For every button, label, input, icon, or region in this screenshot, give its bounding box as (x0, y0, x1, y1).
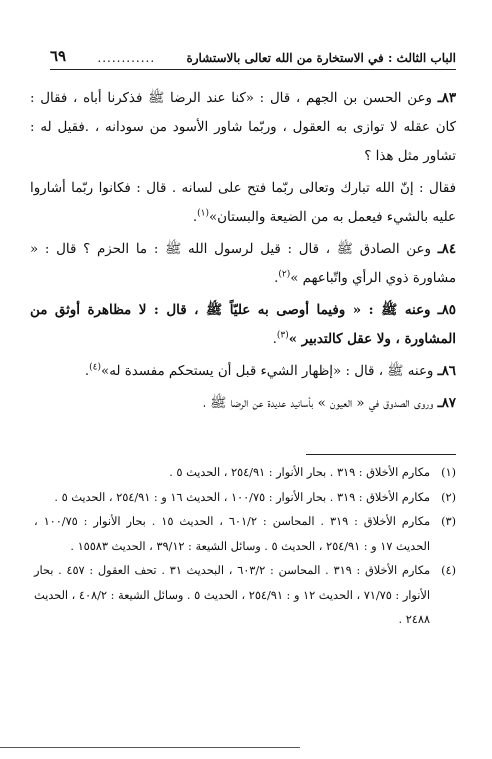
running-header (50, 40, 456, 70)
footnote-text: مكارم الأخلاق : ٣١٩ . بحار الأنوار : ٢٥٤/٩١ ، الحديث ٥ . (169, 466, 430, 479)
paragraph-number: ٨٣ـ (437, 90, 457, 106)
main-text (30, 84, 456, 421)
footnote (34, 461, 456, 486)
paragraph-text: وعن الصادق ﷺ ، قال : قيل لرسول الله ﷺ : ما الحزم ؟ قال : « مشاورة ذوي الرأي واتّباعهم » (30, 242, 456, 286)
paragraph-text: وعنه ﷺ : « وفيما أوصى به عليّاً ﷺ ، قال : لا مظاهرة أوثق من المشاورة ، ولا عقل كالتدبير » (30, 302, 456, 347)
paragraph-85: ٨٥ـ وعنه ﷺ : « وفيما أوصى به عليّاً ﷺ ، قال : لا مظاهرة أوثق من المشاورة ، ولا عقل كالتدبير »$^{(٣)}$. (30, 302, 456, 347)
paragraph-86: ٨٦ـ وعنه ﷺ ، قال : «إظهار الشيء قبل أن يستحكم مفسدة له»$^{(٤)}$. (84, 362, 456, 379)
footnote-divider (306, 454, 456, 455)
footnote-number: (٢) (441, 490, 456, 504)
paragraph-text: وروى الصدوق في « العيون » بأسانيد عديدة عن الرضا ﷺ ، (203, 396, 434, 411)
header-dot-leader: ............ (97, 51, 156, 65)
footnote-number: (٣) (441, 515, 456, 528)
footnotes (34, 461, 456, 633)
footnote-ref[interactable]: (٢) (278, 269, 291, 280)
paragraph-84: ٨٤ـ وعن الصادق ﷺ ، قال : قيل لرسول الله ﷺ : ما الحزم ؟ قال : « مشاورة ذوي الرأي واتّباعهم »$^{(٢)}$. (30, 241, 457, 286)
paragraph-number: ٨٥ـ (437, 302, 456, 318)
paragraph-text: وعنه ﷺ ، قال : «إظهار الشيء قبل أن يستحكم مفسدة له» (101, 364, 434, 379)
footnote-text: مكارم الأخلاق : ٣١٩ . المحاسن : ٦٠٣/٢ ، البحديث ٣١ . تحف العقول : ٤٥٧ . بحار الأنوار : ٧١/٧٥ ، الحديث ١٢ و : ٢٥٤/٩١ ، الحديث ٥ . وسائل الشيعة : ٤٠٨/٢ ، الحديث ٢٤٨٨ . (34, 564, 431, 626)
paragraph-number: ٨٧ـ (437, 395, 456, 411)
paragraph-text: وعن الحسن بن الجهم ، قال : «كنا عند الرضا ﷺ فذكرنا أباه ، فقال : كان عقله لا توازى به العقول ، وربّما شاور الأسود من سودانه ، .فقيل له : تشاور مثل هذا ؟ (30, 91, 456, 164)
footnote-number: (٤) (441, 564, 456, 577)
footnote-text: مكارم الأخلاق : ٣١٩ . بحار الأنوار : ١٠٠/٧٥ ، الحديث ١٦ و : ٢٥٤/٩١ ، الحديث ٥ . (54, 490, 430, 504)
header-title: الباب الثالث : في الاستخارة من الله تعالى بالاستشارة (186, 51, 456, 65)
paragraph-83 (30, 84, 456, 171)
footnote (34, 486, 456, 511)
scan-edge-line (0, 747, 300, 748)
footnote-ref[interactable]: (١) (197, 208, 209, 219)
footnote-number: (١) (441, 466, 456, 479)
paragraph-number: ٨٦ـ (437, 363, 456, 379)
footnote-text: مكارم الأخلاق : ٣١٩ . المحاسن : ٦٠١/٢ ، الحديث ١٥ . بحار الأنوار : ١٠٠/٧٥ ، الحديث ١٧ و : ٢٥٤/٩١ ، الحديث ٥ . وسائل الشيعة : ٣٩/١٢ ، الحديث ١٥٥٨٣ . (34, 515, 430, 553)
footnote-ref[interactable]: (٣) (276, 330, 289, 341)
paragraph-number: ٨٤ـ (437, 241, 457, 257)
footnote (34, 510, 456, 559)
page-number: ٦٩ (50, 47, 67, 65)
paragraph-83-continued: فقال : إنّ الله تبارك وتعالى ربّما فتح على لسانه . قال : فكانوا ربّما أشاروا عليه بالشيء فيعمل به من الضيعة والبستان»$^{(١)}$. (30, 181, 456, 225)
footnote-ref[interactable]: (٤) (89, 362, 101, 373)
footnote (34, 559, 456, 633)
paragraph-87 (30, 389, 456, 418)
paragraph-text: فقال : إنّ الله تبارك وتعالى ربّما فتح على لسانه . قال : فكانوا ربّما أشاروا عليه بالشيء فيعمل به من الضيعة والبستان» (30, 181, 456, 225)
